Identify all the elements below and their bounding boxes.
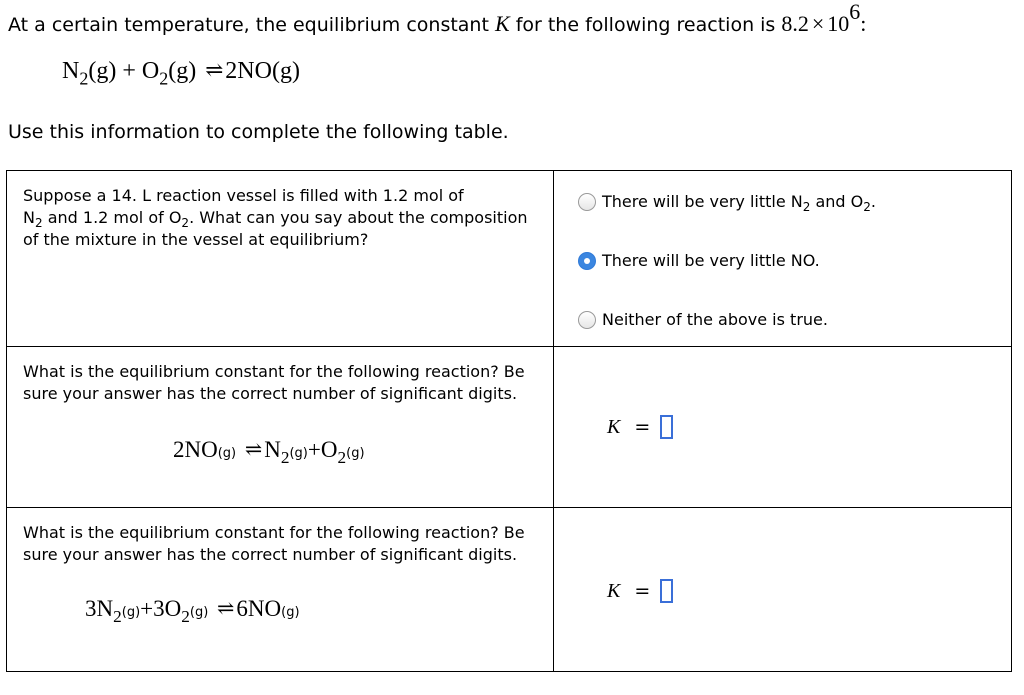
k-exponent: 6 bbox=[849, 0, 861, 24]
question-part: . What can you say about the composition of the mixture in the vessel at equilibrium? bbox=[23, 208, 528, 249]
k-mantissa: 8.2 bbox=[781, 11, 809, 36]
option-neither[interactable] bbox=[578, 310, 828, 329]
reactant-n-state: (g) bbox=[88, 58, 117, 84]
subscript: 2 bbox=[337, 448, 347, 468]
coefficient: 3 bbox=[153, 596, 165, 621]
k-answer-row bbox=[607, 579, 673, 603]
radio-button[interactable] bbox=[578, 193, 596, 211]
equilibrium-arrow: ⇌ bbox=[205, 58, 223, 82]
k-answer-input[interactable] bbox=[660, 415, 673, 439]
k-answer-row bbox=[607, 415, 673, 439]
k-answer-input[interactable] bbox=[660, 579, 673, 603]
equals-sign: = bbox=[634, 580, 651, 602]
subscript: 2 bbox=[181, 607, 190, 627]
option-label bbox=[602, 192, 876, 215]
state: (g) bbox=[121, 605, 141, 620]
table-row bbox=[7, 171, 1011, 347]
question-cell bbox=[7, 508, 554, 671]
question-cell bbox=[7, 171, 554, 346]
plus-sign: + bbox=[140, 596, 154, 621]
option-label: There will be very little NO. bbox=[602, 251, 820, 270]
question-part: O bbox=[168, 208, 182, 227]
product: O bbox=[320, 437, 338, 462]
question-cell bbox=[7, 347, 554, 507]
plus-sign: + bbox=[122, 58, 136, 84]
equilibrium-arrow: ⇌ bbox=[244, 439, 262, 461]
question-part: and 1.2 mol of bbox=[42, 208, 169, 227]
scaled-reaction bbox=[85, 596, 300, 627]
option-label: Neither of the above is true. bbox=[602, 310, 828, 329]
state: (g) bbox=[189, 605, 209, 620]
radio-button-selected[interactable] bbox=[578, 252, 596, 270]
question-text bbox=[23, 185, 537, 251]
problem-intro bbox=[8, 0, 867, 37]
table-row bbox=[7, 347, 1011, 508]
equals-sign: = bbox=[634, 416, 651, 438]
coefficient: 3 bbox=[85, 596, 97, 621]
question-table bbox=[6, 170, 1012, 672]
state: (g) bbox=[281, 605, 300, 620]
reactant: N bbox=[96, 596, 114, 621]
intro-text: At a certain temperature, the equilibrium constant bbox=[8, 14, 495, 36]
reactant: 2NO bbox=[173, 437, 218, 462]
times-sign: × bbox=[811, 11, 825, 36]
reactant: O bbox=[164, 596, 182, 621]
question-part: 2 bbox=[34, 216, 43, 231]
k-base: 10 bbox=[827, 11, 850, 36]
intro-colon: : bbox=[860, 11, 867, 36]
instruction-text: Use this information to complete the following table. bbox=[8, 121, 509, 143]
state: (g) bbox=[217, 446, 237, 461]
option-subscript: 2 bbox=[802, 200, 811, 215]
state: (g) bbox=[289, 446, 308, 461]
product-state: (g) bbox=[271, 58, 300, 84]
reactant-n-subscript: 2 bbox=[79, 68, 89, 89]
main-reaction bbox=[62, 58, 300, 89]
reverse-reaction bbox=[173, 437, 365, 468]
question-part: N bbox=[23, 208, 35, 227]
state: (g) bbox=[346, 446, 365, 461]
subscript: 2 bbox=[280, 448, 290, 468]
product: N bbox=[264, 437, 281, 462]
k-symbol: K bbox=[494, 11, 510, 36]
question-part: 2 bbox=[181, 216, 190, 231]
plus-sign: + bbox=[307, 437, 321, 462]
answer-cell bbox=[554, 171, 1011, 346]
k-label: K bbox=[607, 415, 621, 438]
equilibrium-arrow: ⇌ bbox=[217, 598, 234, 620]
radio-button[interactable] bbox=[578, 311, 596, 329]
option-little-no[interactable] bbox=[578, 251, 820, 270]
answer-cell bbox=[554, 347, 1011, 507]
product: 6NO bbox=[236, 596, 282, 621]
reactant-o-subscript: 2 bbox=[159, 68, 169, 89]
question-text: What is the equilibrium constant for the following reaction? Be sure your answer has the correct number of significant digits. bbox=[23, 362, 525, 403]
option-text: There will be very little N bbox=[602, 192, 803, 211]
intro-text-2: for the following reaction is bbox=[509, 14, 782, 36]
question-part: Suppose a 14. L reaction vessel is filled with 1.2 mol of bbox=[23, 186, 464, 205]
answer-cell bbox=[554, 508, 1011, 671]
reactant-n: N bbox=[62, 58, 80, 84]
option-text: and O bbox=[810, 192, 864, 211]
k-label: K bbox=[607, 579, 621, 602]
option-subscript: 2 bbox=[863, 200, 871, 215]
subscript: 2 bbox=[113, 607, 122, 627]
reactant-o-state: (g) bbox=[168, 58, 197, 84]
table-row bbox=[7, 508, 1011, 671]
reactant-o: O bbox=[141, 58, 160, 84]
product-no: 2NO bbox=[225, 58, 272, 84]
option-little-n2-o2[interactable] bbox=[578, 192, 876, 215]
option-text: . bbox=[870, 192, 876, 211]
question-text: What is the equilibrium constant for the following reaction? Be sure your answer has the correct number of significant digits. bbox=[23, 523, 525, 564]
